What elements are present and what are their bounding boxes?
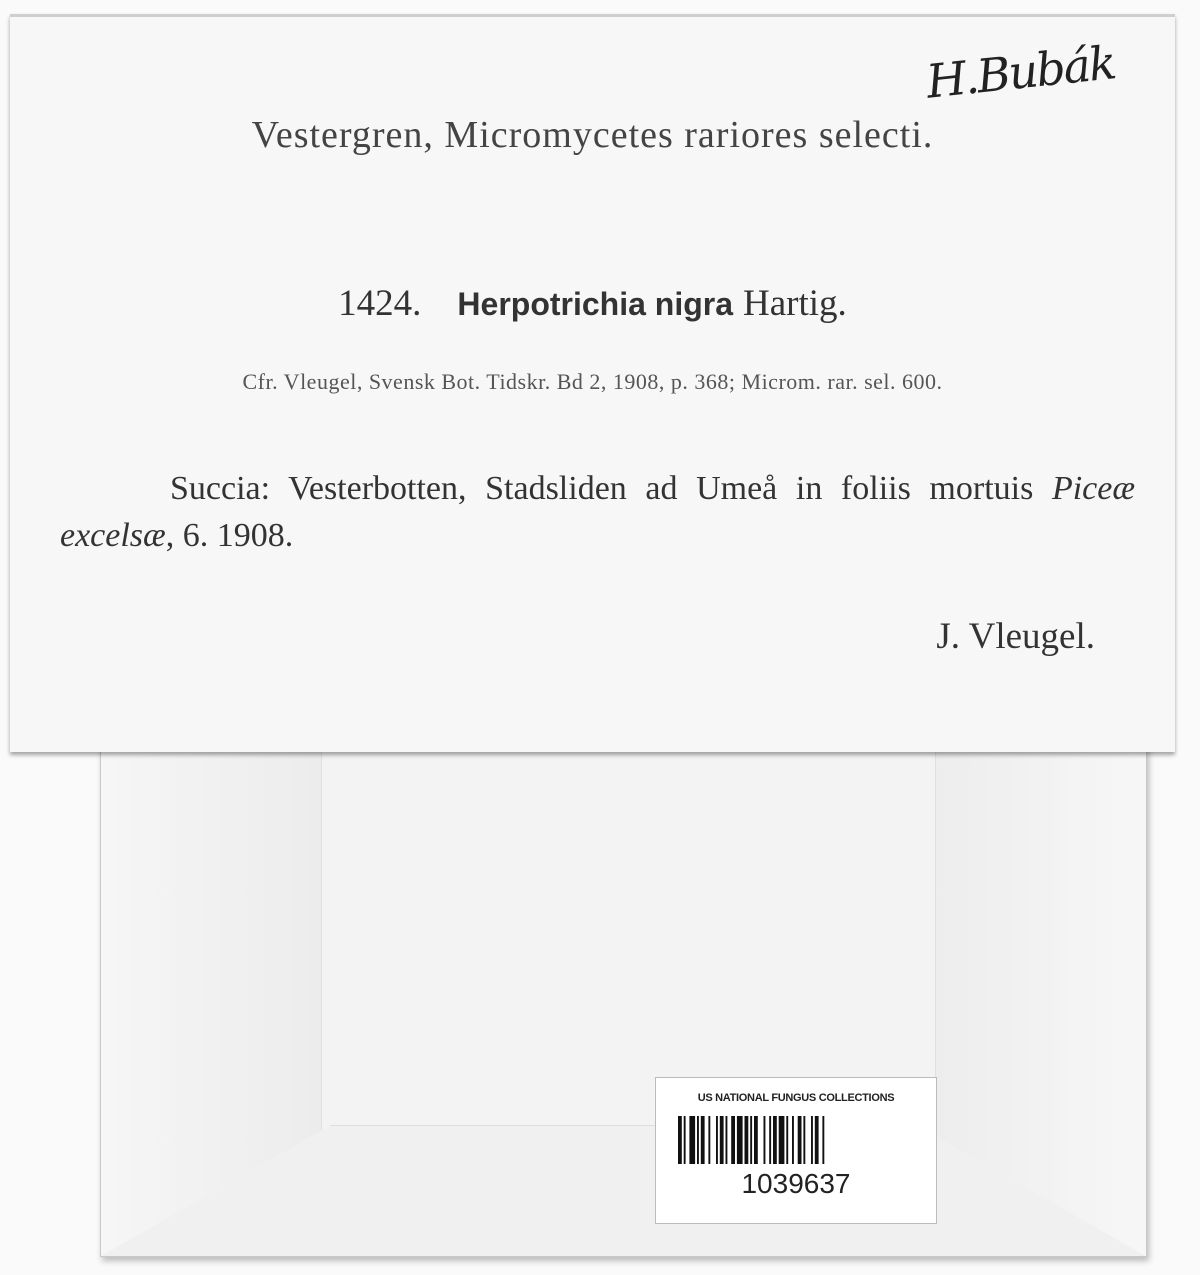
barcode-sticker [655,1077,937,1224]
barcode-header: US NATIONAL FUNGUS COLLECTIONS [697,1092,895,1104]
species-line [10,282,1175,325]
locality-text [60,465,1135,559]
species-author: Hartig. [743,283,847,324]
series-title: Vestergren, Micromycetes rariores selecti. [251,114,934,156]
locality-suffix: , 6. 1908. [165,517,294,554]
handwritten-signature: H.Bubák [923,35,1118,109]
specimen-number: 1424. [338,283,422,324]
barcode-bars [678,1116,914,1164]
specimen-envelope [100,740,1147,1257]
species-name: Herpotrichia nigra [457,286,734,322]
barcode-number: 1039637 [741,1168,851,1199]
host-name: Piceæ excelsæ [60,470,1136,554]
specimen-label [10,14,1175,752]
collector-name: J. Vleugel. [936,616,1095,657]
literature-citation: Cfr. Vleugel, Svensk Bot. Tidskr. Bd 2, 1908, p. 368; Microm. rar. sel. 600. [242,369,943,394]
locality-prefix: Succia: Vesterbotten, Stadsliden ad Umeå in foliis mortuis [170,470,1034,507]
